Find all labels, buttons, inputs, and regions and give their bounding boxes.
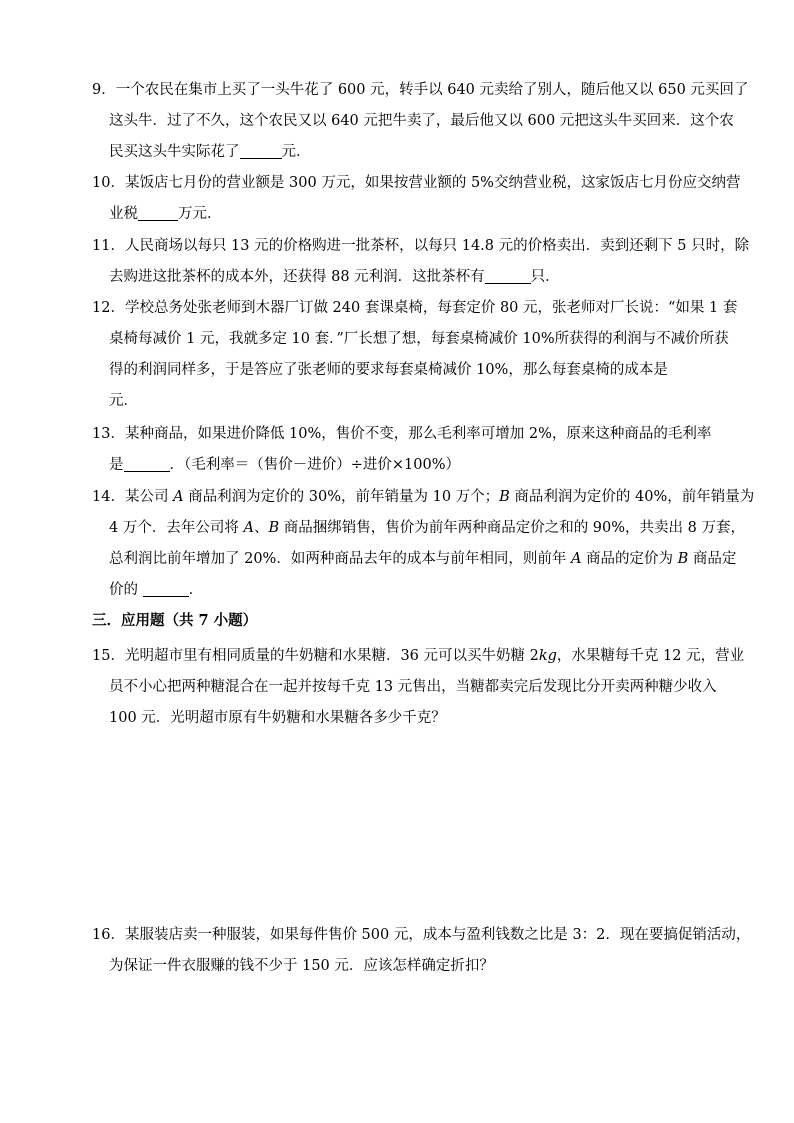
- text-run: 得的利润同样多，于是答应了张老师的要求每套桌椅减价 10%，那么每套桌椅的成本是: [109, 362, 668, 378]
- text-run: 100 元．光明超市原有牛奶糖和水果糖各多少千克？: [109, 710, 446, 726]
- answer-blank[interactable]: [138, 202, 178, 221]
- text-run: 16．某服装店卖一种服装，如果每件售价 500 元，成本与盈利钱数之比是 3：2．现在要搞促销活动，: [92, 927, 751, 943]
- question-line: [92, 355, 712, 386]
- text-run: 元．: [281, 144, 311, 160]
- text-run: 15．光明超市里有相同质量的牛奶糖和水果糖．36 元可以买牛奶糖 2: [92, 648, 539, 664]
- text-run: 商品捆绑销售，售价为前年两种商品定价之和的 90%，共卖出 8 万套，: [279, 520, 745, 536]
- question-line: [92, 482, 755, 513]
- text-run: 总利润比前年增加了 20%．如两种商品去年的成本与前年相同，则前年: [109, 551, 571, 567]
- text-run: 业税: [109, 206, 138, 222]
- question-line: [92, 419, 712, 450]
- text-run: 10．某饭店七月份的营业额是 300 万元，如果按营业额的 5%交纳营业税，这家饭店七月份应交纳营: [92, 175, 741, 191]
- question-line: [92, 641, 745, 672]
- text-run: 民买这头牛实际花了: [109, 144, 240, 160]
- text-run: ．（毛利率＝（售价－进价）÷进价×100%）: [169, 457, 461, 473]
- question-line: [92, 137, 712, 168]
- question-11: [92, 231, 750, 293]
- question-line: [92, 672, 717, 703]
- question-line: [92, 386, 712, 417]
- text-run: 为保证一件衣服赚的钱不少于 150 元．应该怎样确定折扣？: [109, 958, 494, 974]
- question-line: [92, 75, 749, 106]
- text-run: 4 万个．去年公司将: [109, 520, 244, 536]
- italic-variable: A: [570, 551, 582, 567]
- italic-variable: A: [243, 520, 254, 536]
- question-line: [92, 450, 712, 481]
- answer-blank[interactable]: [240, 140, 282, 159]
- text-run: 商品定: [688, 551, 737, 567]
- question-line: [92, 575, 712, 606]
- italic-variable: B: [499, 489, 510, 505]
- question-line: [92, 293, 738, 324]
- question-13: [92, 419, 712, 481]
- question-12: [92, 293, 738, 417]
- answer-blank[interactable]: [485, 265, 531, 284]
- question-9: [92, 75, 749, 168]
- text-run: 桌椅每减价 1 元，我就多定 10 套．”厂长想了想，每套桌椅减价 10%所获得的利润与不减价所获: [109, 331, 729, 347]
- text-run: 13．某种商品，如果进价降低 10%，售价不变，那么毛利率可增加 2%，原来这种商品的毛利率: [92, 426, 712, 442]
- italic-variable: B: [677, 551, 689, 567]
- text-run: 只．: [530, 269, 560, 285]
- text-run: 商品的定价为: [581, 551, 678, 567]
- question-line: [92, 231, 750, 262]
- text-run: 12．学校总务处张老师到木器厂订做 240 套课桌椅，每套定价 80 元，张老师对厂长说：“如果 1 套: [92, 300, 738, 316]
- text-run: 、: [253, 520, 269, 536]
- text-run: 去购进这批茶杯的成本外，还获得 88 元利润．这批茶杯有: [109, 269, 485, 285]
- question-15: [92, 641, 745, 734]
- italic-variable: kg: [538, 648, 557, 664]
- question-10: [92, 168, 741, 230]
- text-run: ．: [188, 582, 204, 598]
- question-line: [92, 703, 712, 734]
- text-run: 万元．: [178, 206, 222, 222]
- text-run: 11．人民商场以每只 13 元的价格购进一批茶杯，以每只 14.8 元的价格卖出．卖到还剩下 5 只时，除: [92, 238, 750, 254]
- question-line: [92, 199, 712, 230]
- text-run: 商品利润为定价的 40%，前年销量为: [509, 489, 755, 505]
- section-title: 三．应用题（共 7 小题）: [92, 612, 258, 629]
- text-run: 这头牛．过了不久，这个农民又以 640 元把牛卖了，最后他又以 600 元把这头牛买回来．这个农: [109, 113, 734, 129]
- answer-blank[interactable]: [124, 453, 170, 472]
- question-line: [92, 168, 741, 199]
- question-line: [92, 920, 751, 951]
- question-14: [92, 482, 755, 606]
- text-run: ，水果糖每千克 12 元，营业: [556, 648, 745, 664]
- italic-variable: A: [173, 489, 184, 505]
- question-16: [92, 920, 751, 982]
- answer-blank[interactable]: [143, 578, 189, 597]
- question-line: [92, 513, 745, 544]
- question-line: [92, 106, 734, 137]
- question-line: [92, 951, 712, 982]
- question-line: [92, 262, 712, 293]
- text-run: 是: [109, 457, 124, 473]
- italic-variable: B: [268, 520, 280, 536]
- text-run: 14．某公司: [92, 489, 174, 505]
- text-run: 员不小心把两种糖混合在一起并按每千克 13 元售出，当糖都卖完后发现比分开卖两种糖少收入: [109, 679, 717, 695]
- question-line: [92, 544, 737, 575]
- text-run: 商品利润为定价的 30%，前年销量为 10 万个；: [183, 489, 500, 505]
- text-run: 元．: [109, 393, 138, 409]
- text-run: 价的: [109, 582, 143, 598]
- text-run: 9．一个农民在集市上买了一头牛花了 600 元，转手以 640 元卖给了别人，随后他又以 650 元买回了: [92, 82, 749, 98]
- question-line: [92, 324, 729, 355]
